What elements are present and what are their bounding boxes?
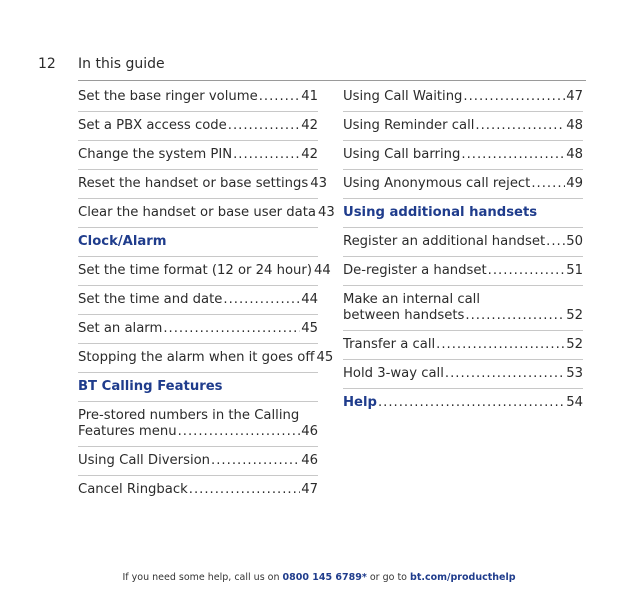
toc-entry-label: Set the time and date (78, 292, 223, 307)
toc-entry-label: between handsets (343, 308, 465, 323)
toc-entry-label: Help (343, 395, 377, 410)
toc-page-number: 48 (566, 118, 583, 133)
toc-entry-label: Features menu (78, 424, 177, 439)
toc-page-number: 52 (566, 337, 583, 352)
dot-leader (475, 118, 565, 134)
toc-entry-features-menu[interactable] (78, 408, 318, 447)
toc-entry-clear-the-handset-or-base-user-data[interactable] (78, 205, 335, 228)
dot-leader (465, 308, 565, 324)
toc-entry-register-an-additional-handset[interactable] (343, 234, 583, 257)
toc-page-number: 46 (301, 453, 318, 468)
toc-entry-using-reminder-call[interactable] (343, 118, 583, 141)
toc-entry-help[interactable] (343, 395, 583, 417)
toc-entry-label: Set the base ringer volume (78, 89, 258, 104)
toc-page-number: 54 (566, 395, 583, 410)
toc-entry-line1: Pre-stored numbers in the Calling (78, 408, 300, 423)
toc-entry-change-the-system-pin[interactable] (78, 147, 318, 170)
dot-leader (233, 147, 300, 163)
toc-page-number: 44 (313, 263, 331, 278)
dot-leader (223, 292, 300, 308)
dot-leader (488, 263, 566, 279)
toc-entry-label: Register an additional handset (343, 234, 546, 249)
toc-page-number: 48 (566, 147, 583, 162)
toc-entry-label: Hold 3-way call (343, 366, 444, 381)
toc-page-number: 42 (301, 118, 318, 133)
toc-heading-bt-calling-features: BT Calling Features (78, 379, 318, 402)
toc-entry-line1: Make an internal call (343, 292, 481, 307)
toc-entry-label: Cancel Ringback (78, 482, 188, 497)
toc-entry-label: Change the system PIN (78, 147, 233, 162)
toc-entry-stopping-the-alarm-when-it-goes-off[interactable] (78, 350, 334, 373)
toc-page-number: 43 (310, 176, 328, 191)
footer-prefix: If you need some help, call us on (122, 572, 280, 583)
toc-page-number: 45 (316, 350, 334, 365)
toc-page-number: 41 (301, 89, 318, 104)
dot-leader (163, 321, 300, 337)
toc-page-number: 49 (566, 176, 583, 191)
toc-entry-set-an-alarm[interactable] (78, 321, 318, 344)
toc-entry-label: Using Call barring (343, 147, 461, 162)
toc-entry-label: Transfer a call (343, 337, 436, 352)
toc-entry-using-call-waiting[interactable] (343, 89, 583, 112)
toc-entry-hold-3-way-call[interactable] (343, 366, 583, 389)
toc-page-number: 42 (301, 147, 318, 162)
toc-entry-between-handsets[interactable] (343, 292, 583, 331)
dot-leader (463, 89, 565, 105)
toc-page-number: 50 (566, 234, 583, 249)
toc-page-number: 52 (566, 308, 583, 323)
toc-page-number: 51 (566, 263, 583, 278)
dot-leader (378, 395, 565, 411)
dot-leader (211, 453, 300, 469)
toc-entry-using-anonymous-call-reject[interactable] (343, 176, 583, 199)
toc-entry-cancel-ringback[interactable] (78, 482, 318, 504)
dot-leader (189, 482, 300, 498)
footer-url[interactable]: bt.com/producthelp (410, 572, 516, 583)
dot-leader (445, 366, 565, 382)
toc-entry-label: Using Anonymous call reject (343, 176, 531, 191)
toc-entry-reset-the-handset-or-base-settings[interactable] (78, 176, 328, 199)
toc-page-number: 46 (301, 424, 318, 439)
dot-leader (546, 234, 565, 250)
toc-entry-label: Using Call Diversion (78, 453, 211, 468)
toc-page-number: 47 (301, 482, 318, 497)
toc-entry-using-call-barring[interactable] (343, 147, 583, 170)
toc-entry-label: Clear the handset or base user data (78, 205, 316, 220)
toc-right-column (343, 89, 583, 423)
header-rule (78, 80, 586, 81)
toc-entry-label: Set an alarm (78, 321, 163, 336)
footer-phone: 0800 145 6789* (282, 572, 367, 583)
dot-leader (436, 337, 565, 353)
toc-entry-label: Set the time format (12 or 24 hour) (78, 263, 312, 278)
dot-leader (461, 147, 565, 163)
toc-page-number: 45 (301, 321, 318, 336)
toc-entry-label: Using Reminder call (343, 118, 475, 133)
toc-left-column (78, 89, 335, 510)
footer (0, 572, 638, 583)
toc-page-number: 43 (318, 205, 335, 220)
footer-middle: or go to (369, 572, 407, 583)
toc-page-number: 47 (566, 89, 583, 104)
toc-heading-clock-alarm: Clock/Alarm (78, 234, 318, 257)
toc-entry-set-a-pbx-access-code[interactable] (78, 118, 318, 141)
dot-leader (228, 118, 300, 134)
page-title: In this guide (78, 56, 165, 72)
toc-entry-set-the-base-ringer-volume[interactable] (78, 89, 318, 112)
toc-entry-label: Reset the handset or base settings (78, 176, 309, 191)
toc-entry-label: Stopping the alarm when it goes off (78, 350, 315, 365)
dot-leader (178, 424, 301, 440)
dot-leader (259, 89, 301, 105)
toc-entry-label: Set a PBX access code (78, 118, 227, 133)
toc-page-number: 53 (566, 366, 583, 381)
toc-entry-set-the-time-format-12-or-24-hour[interactable] (78, 263, 331, 286)
toc-entry-label: De-register a handset (343, 263, 487, 278)
toc-entry-de-register-a-handset[interactable] (343, 263, 583, 286)
toc-page-number: 44 (301, 292, 318, 307)
toc-entry-using-call-diversion[interactable] (78, 453, 318, 476)
toc-entry-transfer-a-call[interactable] (343, 337, 583, 360)
toc-entry-set-the-time-and-date[interactable] (78, 292, 318, 315)
page-number: 12 (38, 56, 56, 72)
dot-leader (531, 176, 565, 192)
toc-entry-label: Using Call Waiting (343, 89, 463, 104)
toc-heading-using-additional-handsets: Using additional handsets (343, 205, 583, 228)
